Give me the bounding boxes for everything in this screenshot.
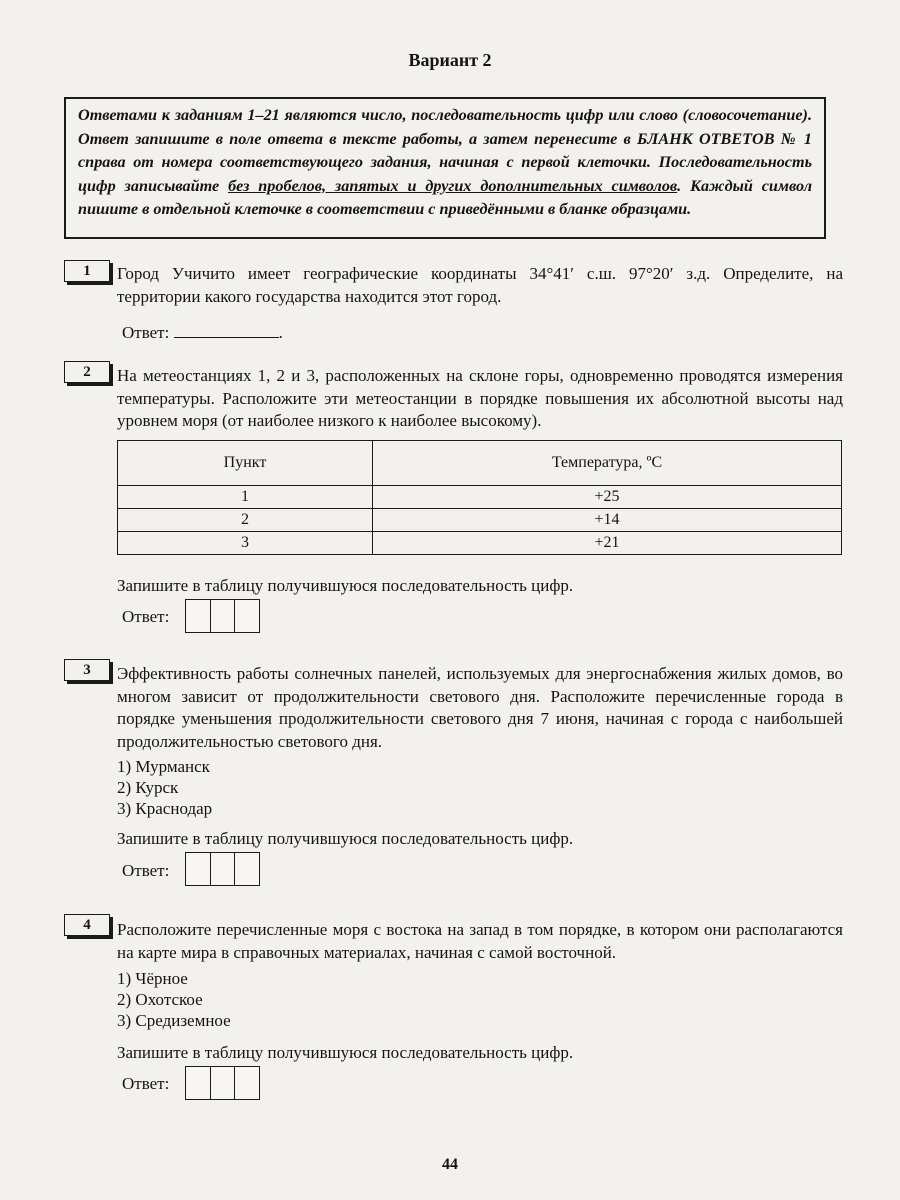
answer-cell[interactable] xyxy=(185,852,211,886)
answer-field-1[interactable] xyxy=(174,323,279,338)
answer-boxes-3 xyxy=(187,852,260,886)
table-row xyxy=(118,509,842,532)
question-number-3: 3 xyxy=(64,659,110,681)
table-header-row xyxy=(118,441,842,486)
table-row xyxy=(118,486,842,509)
answer-cell[interactable] xyxy=(210,599,236,633)
instructions-text: Ответами к заданиям 1–21 являются число, последовательность цифр или слово (словосочетание). Ответ запишите в поле ответа в тексте работы, а затем перенесите в БЛАНК ОТВЕТОВ № 1 справа от номера соответствующего задания, начиная с первой клеточки. Последовательность цифр записывайте xyxy=(78,106,812,195)
question-3-text: Эффективность работы солнечных панелей, используемых для энергоснабжения жилых домов, во многом зависит от продолжительности светового дня. Расположите перечисленные города в порядке уменьшения продолжительности светового дня 7 июня, начиная с города с наибольшей продолжительностью светового дня. xyxy=(117,664,843,751)
answer-label: Ответ: xyxy=(122,323,170,342)
answer-cell[interactable] xyxy=(234,1066,260,1100)
question-1-text: Город Учичито имеет географические координаты 34°41′ с.ш. 97°20′ з.д. Определите, на территории какого государства находится этот город. xyxy=(117,264,843,306)
question-3-write-prompt: Запишите в таблицу получившуюся последовательность цифр. xyxy=(117,829,574,848)
question-3-options xyxy=(117,756,212,819)
answer-cell[interactable] xyxy=(210,1066,236,1100)
option-item: 2) Курск xyxy=(117,778,179,797)
table-cell: +14 xyxy=(373,509,842,532)
option-item: 1) Чёрное xyxy=(117,969,188,988)
table-cell: +21 xyxy=(373,532,842,555)
option-item: 3) Краснодар xyxy=(117,799,213,818)
question-2-text: На метеостанциях 1, 2 и 3, расположенных на склоне горы, одновременно проводятся измерения температуры. Расположите эти метеостанции в порядке повышения их абсолютной высоты над уровнем моря (от наиболее низкого к наиболее высокому). xyxy=(117,366,843,430)
answer-cell[interactable] xyxy=(234,852,260,886)
answer-label: Ответ: xyxy=(122,861,170,880)
answer-boxes-2 xyxy=(187,599,260,633)
question-number-2: 2 xyxy=(64,361,110,383)
answer-suffix: . xyxy=(278,323,283,342)
answer-label: Ответ: xyxy=(122,1074,170,1093)
option-item: 2) Охотское xyxy=(117,990,203,1009)
answer-cell[interactable] xyxy=(185,599,211,633)
option-item: 1) Мурманск xyxy=(117,757,210,776)
table-cell: 1 xyxy=(118,486,373,509)
answer-cell[interactable] xyxy=(210,852,236,886)
answer-cell[interactable] xyxy=(185,1066,211,1100)
question-4-text: Расположите перечисленные моря с востока на запад в том порядке, в котором они располагаются на карте мира в справочных материалах, начиная с самой восточной. xyxy=(117,920,843,962)
instructions-underlined: без пробелов, запятых и других дополнительных символов xyxy=(228,176,678,195)
instructions-text-end: . Каждый символ пишите в отдельной клеточке в соответствии с приведёнными в бланке образцами. xyxy=(78,176,812,218)
question-2-write-prompt: Запишите в таблицу получившуюся последовательность цифр. xyxy=(117,576,574,595)
page-number: 44 xyxy=(442,1156,458,1173)
answer-boxes-4 xyxy=(187,1066,260,1100)
instructions-box xyxy=(64,97,826,239)
table-row xyxy=(118,532,842,555)
option-item: 3) Средиземное xyxy=(117,1011,231,1030)
table-header: Пункт xyxy=(118,441,373,486)
question-1-answer-line xyxy=(122,322,283,344)
table-header: Температура, ºС xyxy=(373,441,842,486)
question-4-write-prompt: Запишите в таблицу получившуюся последовательность цифр. xyxy=(117,1043,574,1062)
table-cell: +25 xyxy=(373,486,842,509)
answer-label: Ответ: xyxy=(122,607,170,626)
question-4-options xyxy=(117,968,231,1031)
question-number-4: 4 xyxy=(64,914,110,936)
answer-cell[interactable] xyxy=(234,599,260,633)
table-cell: 2 xyxy=(118,509,373,532)
question-number-1: 1 xyxy=(64,260,110,282)
temperature-table xyxy=(117,440,842,555)
table-cell: 3 xyxy=(118,532,373,555)
page-title: Вариант 2 xyxy=(408,50,492,70)
